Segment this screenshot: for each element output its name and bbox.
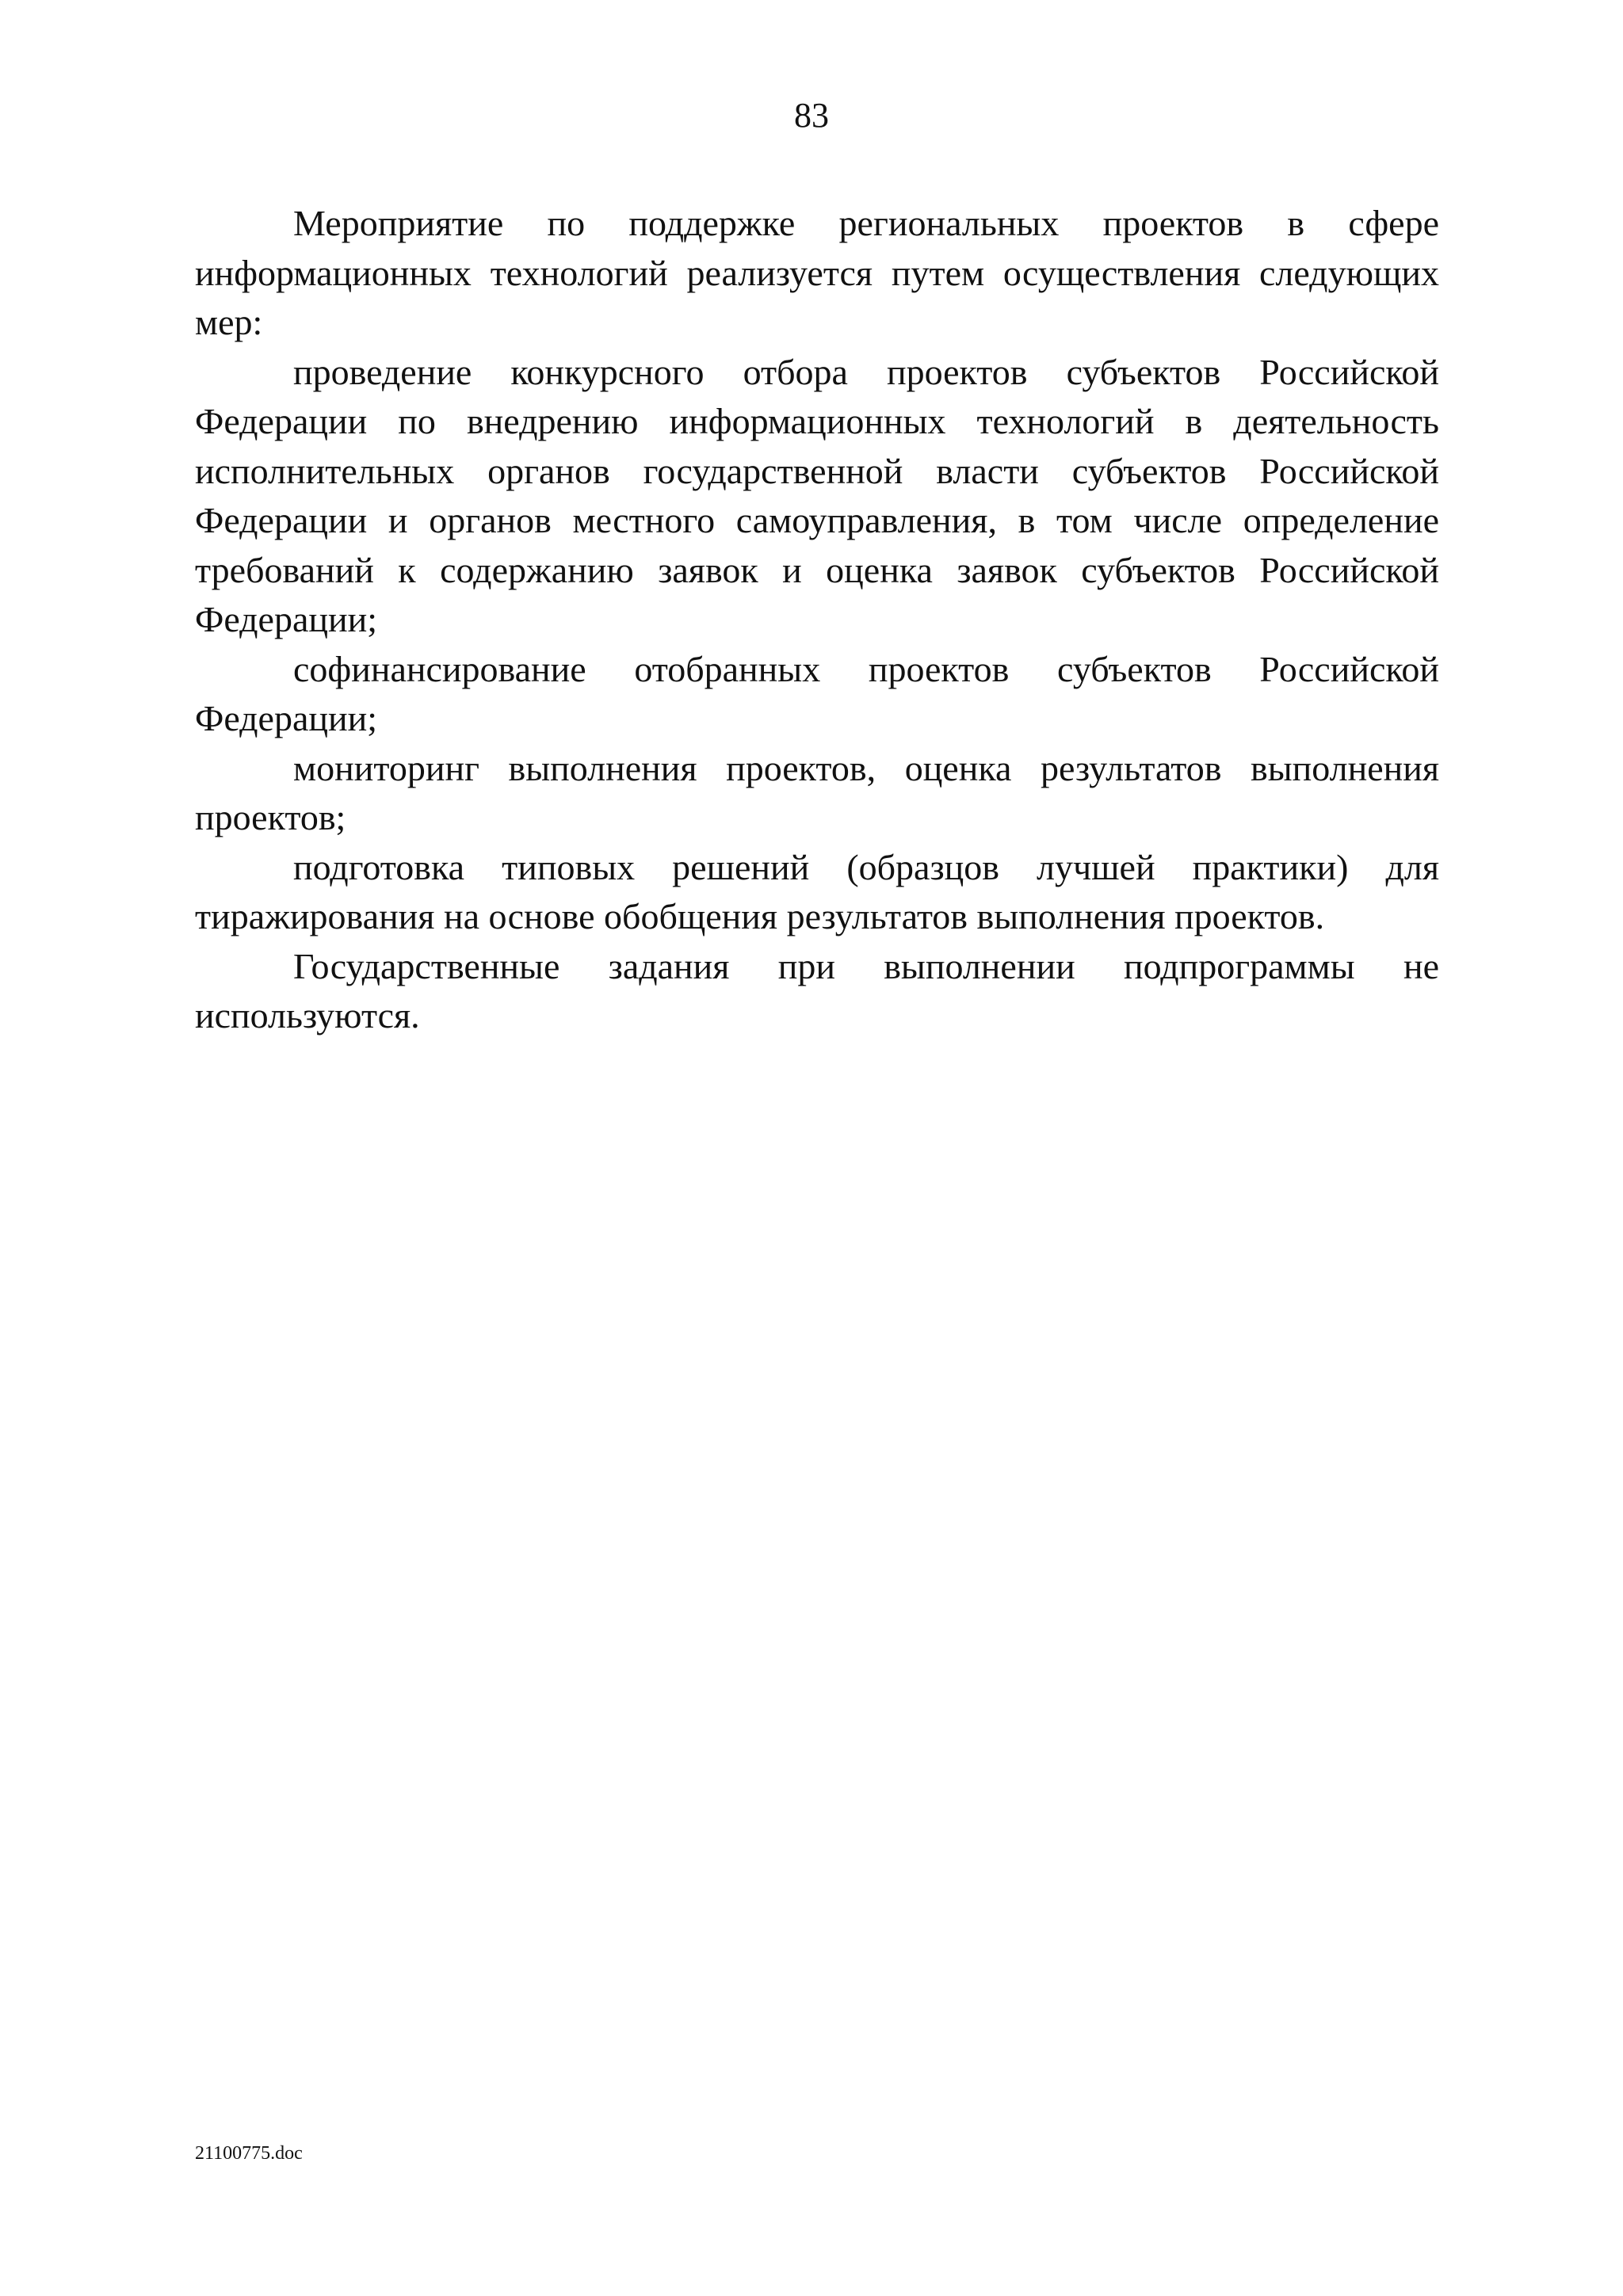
document-body xyxy=(195,199,1439,1041)
paragraph-4: мониторинг выполнения проектов, оценка результатов выполнения проектов; xyxy=(195,747,1439,837)
paragraph-1: Мероприятие по поддержке региональных проектов в сфере информационных технологий реализуется путем осуществления следующих мер: xyxy=(195,203,1439,342)
footer-filename: 21100775.doc xyxy=(195,2143,303,2164)
page-number: 83 xyxy=(794,96,829,135)
paragraph-3: софинансирование отобранных проектов субъектов Российской Федерации; xyxy=(195,648,1439,738)
paragraph-2: проведение конкурсного отбора проектов субъектов Российской Федерации по внедрению информационных технологий в деятельность исполнительных органов государственной власти субъектов Российской Федерации и органов местного самоуправления, в том числе определение требований к содержанию заявок и оценка заявок субъектов Российской Федерации; xyxy=(195,351,1439,639)
paragraph-5: подготовка типовых решений (образцов лучшей практики) для тиражирования на основе обобщения результатов выполнения проектов. xyxy=(195,846,1439,936)
paragraph-6: Государственные задания при выполнении подпрограммы не используются. xyxy=(195,945,1439,1035)
